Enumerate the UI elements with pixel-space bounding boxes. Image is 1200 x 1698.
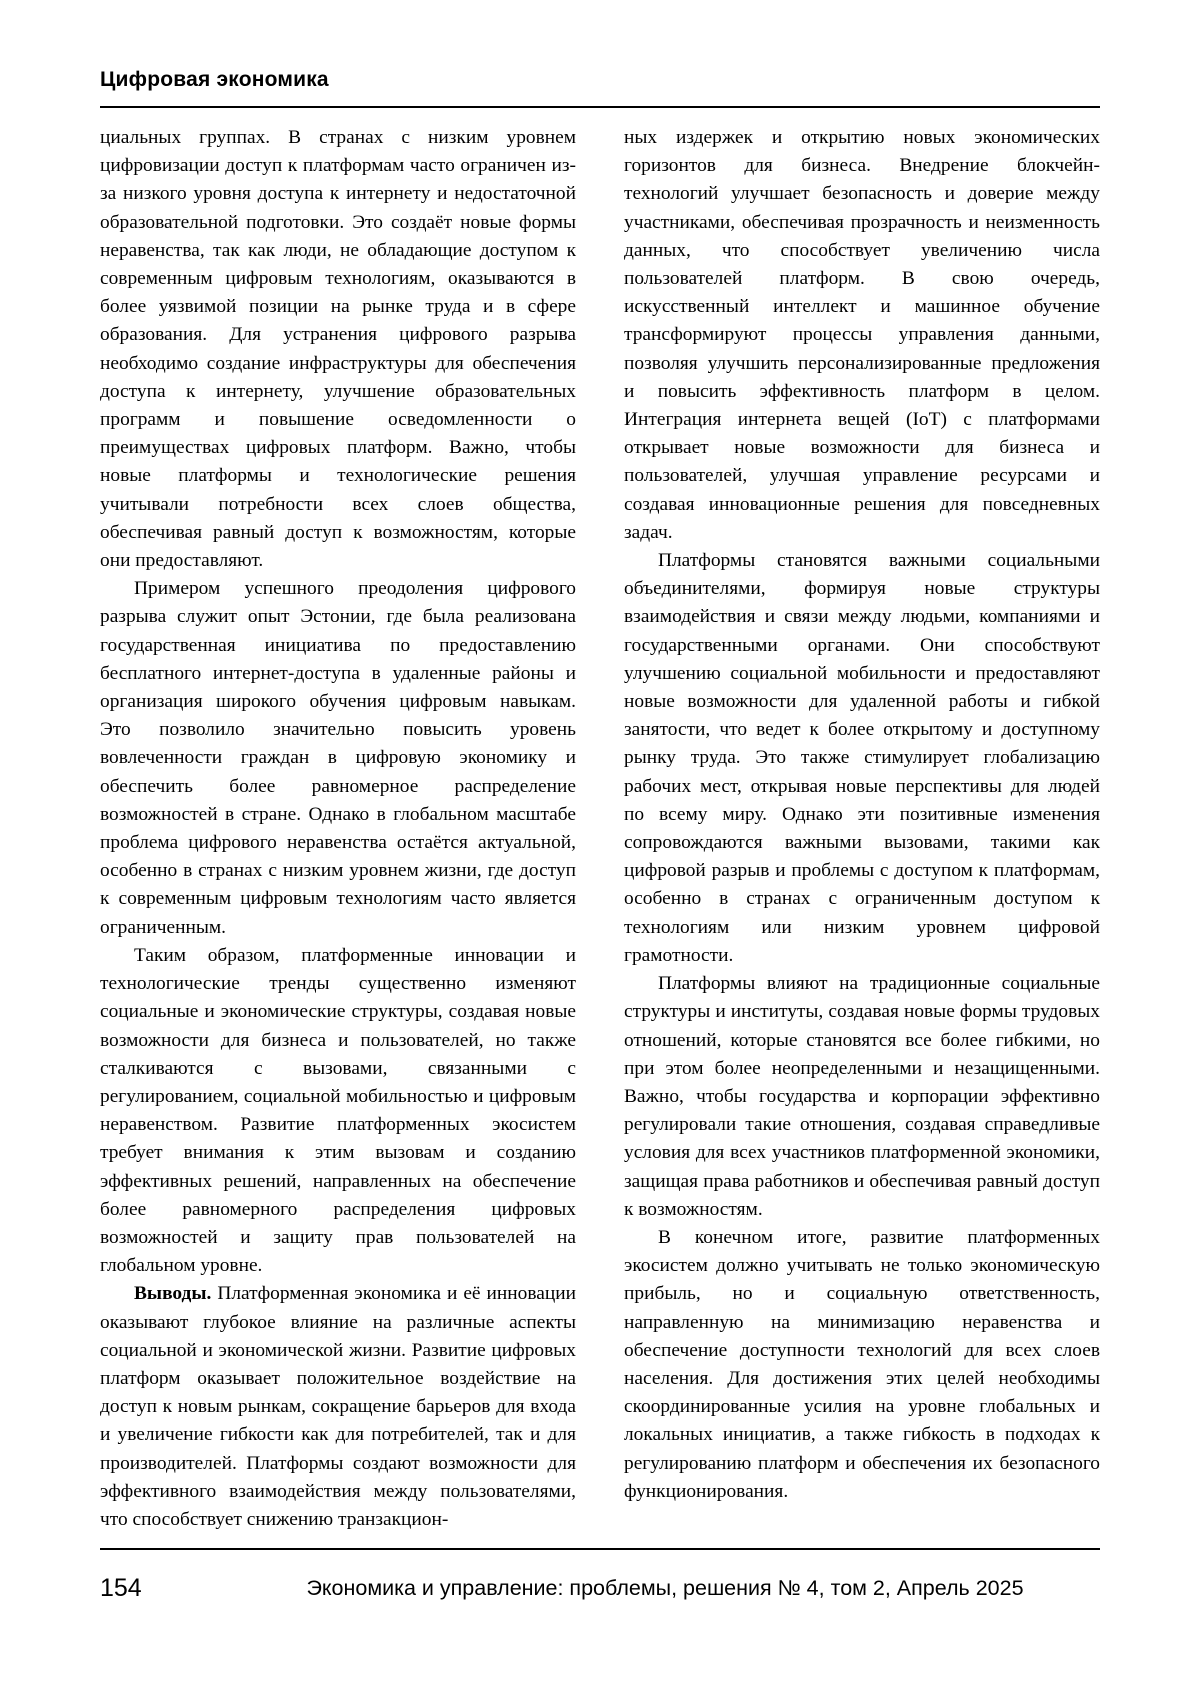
running-head: Цифровая экономика xyxy=(100,68,329,91)
paragraph: Таким образом, платформенные инновации и технологические тренды существенно изменяют социальные и экономические структуры, создавая новые возможности для бизнеса и пользователей, но также сталкиваются с вызовами, связанными с регулированием, социальной мобильностью и цифровым неравенством. Развитие платформенных экосистем требует внимания к этим вызовам и созданию эффективных решений, направленных на обеспечение более равномерного распределения цифровых возможностей и защиту прав пользователей на глобальном уровне. xyxy=(100,944,576,1277)
conclusion-text: Платформенная экономика и её инновации оказывают глубокое влияние на различные аспекты социальной и экономической жизни. Развитие цифровых платформ оказывает положительное воздействие на доступ к новым рынкам, сокращение барьеров для входа и увеличение гибкости как для потребителей, так и для производителей. Платформы создают возможности для эффективного взаимодействия между пользователями, что способствует снижению транзакцион- xyxy=(100,1283,576,1530)
header-rule xyxy=(100,106,1100,108)
conclusion-lead-in: Выводы. xyxy=(134,1283,212,1305)
paragraph: ных издержек и открытию новых экономических горизонтов для бизнеса. Внедрение блокчейн-технологий улучшает безопасность и доверие между участниками, обеспечивая прозрачность и неизменность данных, что способствует увеличению числа пользователей платформ. В свою очередь, искусственный интеллект и машинное обучение трансформируют процессы управления данными, позволяя улучшить персонализированные предложения и повысить эффективность платформ в целом. Интеграция интернета вещей (IoT) с платформами открывает новые возможности для бизнеса и пользователей, улучшая управление ресурсами и создавая инновационные решения для повседневных задач. xyxy=(624,127,1100,543)
journal-reference: Экономика и управление: проблемы, решения № 4, том 2, Апрель 2025 xyxy=(306,1575,1024,1600)
page-footer xyxy=(100,1568,1100,1608)
paragraph: Платформы становятся важными социальными объединителями, формируя новые структуры взаимодействия и связи между людьми, компаниями и государственными органами. Они способствуют улучшению социальной мобильности и предоставляют новые возможности для удаленной работы и гибкой занятости, что ведет к более открытому и доступному рынку труда. Это также стимулирует глобализацию рабочих мест, открывая новые перспективы для людей по всему миру. Однако эти позитивные изменения сопровождаются важными вызовами, такими как цифровой разрыв и проблемы с доступом к платформам, особенно в странах с ограниченным доступом к технологиям или низким уровнем цифровой грамотности. xyxy=(624,550,1100,966)
left-column xyxy=(100,124,576,1534)
two-column-body xyxy=(100,124,1100,1534)
paragraph: В конечном итоге, развитие платформенных экосистем должно учитывать не только экономическую прибыль, но и социальную ответственность, направленную на минимизацию неравенства и обеспечение доступности технологий для всех слоев населения. Для достижения этих целей необходимы скоординированные усилия на уровне глобальных и локальных инициатив, а также гибкость в подходах к регулированию платформ и обеспечения их безопасного функционирования. xyxy=(624,1226,1100,1502)
page-content xyxy=(100,0,1100,1698)
footer-rule xyxy=(100,1548,1100,1550)
paragraph: циальных группах. В странах с низким уровнем цифровизации доступ к платформам часто ограничен из-за низкого уровня доступа к интернету и недостаточной образовательной подготовки. Это создаёт новые формы неравенства, так как люди, не обладающие доступом к современным цифровым технологиям, оказываются в более уязвимой позиции на рынке труда и в сфере образования. Для устранения цифрового разрыва необходимо создание инфраструктуры для обеспечения доступа к интернету, улучшение образовательных программ и повышение осведомленности о преимуществах цифровых платформ. Важно, чтобы новые платформы и технологические решения учитывали потребности всех слоев общества, обеспечивая равный доступ к возможностям, которые они предоставляют. xyxy=(100,127,576,572)
conclusion-paragraph xyxy=(100,1280,576,1534)
paragraph: Платформы влияют на традиционные социальные структуры и институты, создавая новые формы трудовых отношений, которые становятся все более гибкими, но при этом более неопределенными и незащищенными. Важно, чтобы государства и корпорации эффективно регулировали такие отношения, создавая справедливые условия для всех участников платформенной экономики, защищая права работников и обеспечивая равный доступ к возможностям. xyxy=(624,973,1100,1220)
right-column xyxy=(624,124,1100,1534)
paragraph: Примером успешного преодоления цифрового разрыва служит опыт Эстонии, где была реализована государственная инициатива по предоставлению бесплатного интернет-доступа в удаленные районы и организация широкого обучения цифровым навыкам. Это позволило значительно повысить уровень вовлеченности граждан в цифровую экономику и обеспечить более равномерное распределение возможностей в стране. Однако в глобальном масштабе проблема цифрового неравенства остаётся актуальной, особенно в странах с низким уровнем жизни, где доступ к современным цифровым технологиям часто является ограниченным. xyxy=(100,578,576,938)
page-number: 154 xyxy=(100,1573,142,1602)
